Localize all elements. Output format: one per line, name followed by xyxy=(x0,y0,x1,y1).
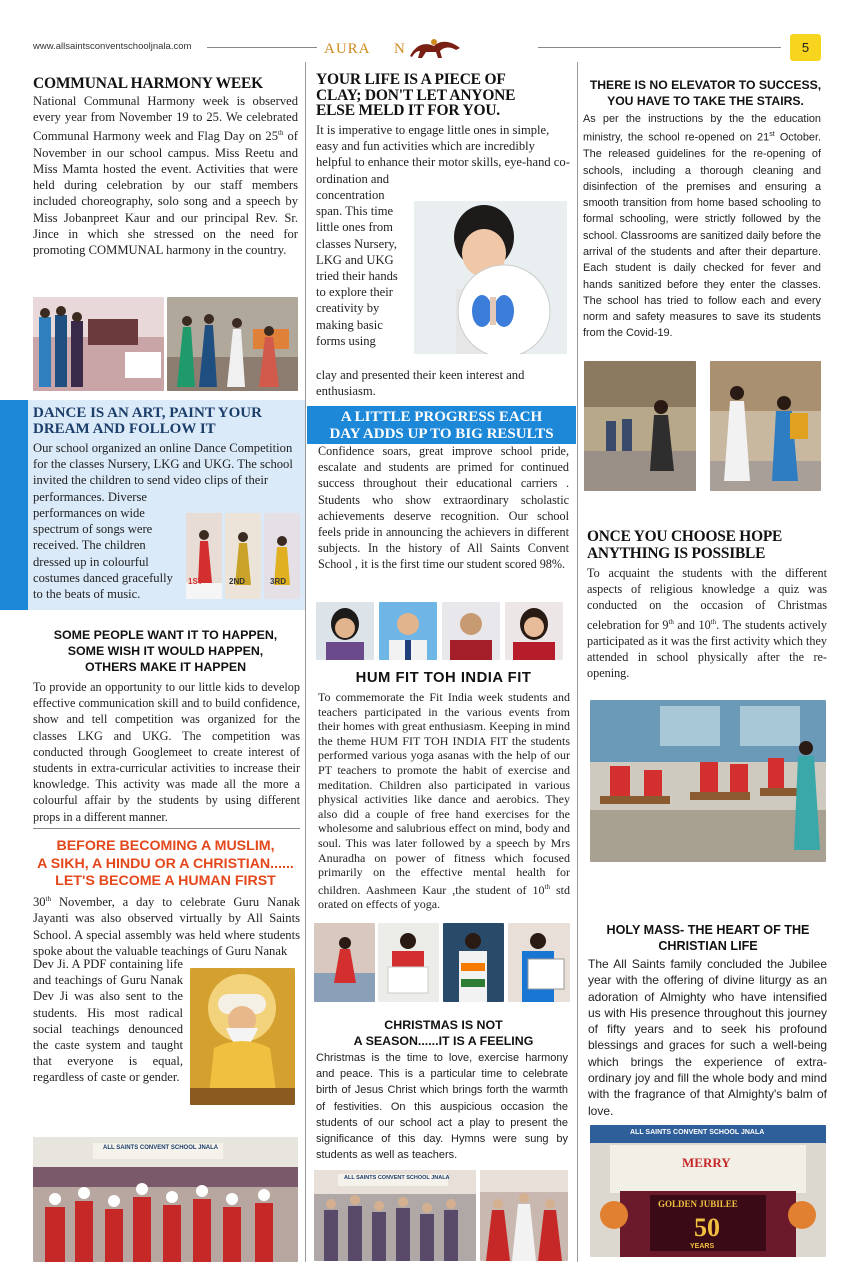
dance-photo-1st xyxy=(186,513,222,599)
clay-title xyxy=(316,72,571,119)
jubilee-altar-photo xyxy=(590,1125,826,1257)
hope-title xyxy=(587,529,827,562)
communal-photo-1 xyxy=(33,297,164,391)
christmas-title-line2: A SEASON......IT IS A FEELING xyxy=(353,1034,534,1048)
progress-banner xyxy=(307,406,576,444)
show-tell-title-line2: SOME WISH IT WOULD HAPPEN, xyxy=(67,644,264,658)
horse-logo-icon xyxy=(406,36,464,62)
jubilee-fifty-text: 50 xyxy=(694,1213,720,1242)
left-section-rule xyxy=(33,828,300,829)
elevator-body: As per the instructions by the the education ministry, the school re-opened on 21st October. The released guidelines for the re-opening of schools, including a thorough cleaning and disinfection of the premises and ensuring a smooth transition from home based schooling to formal schooling, were strictly followed by the school. Classrooms are sanitized daily before the arrival of the students and after their departure. Each student is daily checked for fever and hands sanitized before they enter the classes. The school has tried to follow each and every norm and safety measures to save its students from the Covid-19. xyxy=(583,113,821,340)
hope-title-line2: ANYTHING IS POSSIBLE xyxy=(587,544,766,562)
elevator-title-line2: YOU HAVE TO TAKE THE STAIRS. xyxy=(607,94,804,108)
reopening-photo-2 xyxy=(710,361,821,491)
dance-title-line1: DANCE IS AN ART, PAINT YOUR xyxy=(33,405,262,421)
brand-right-text: N xyxy=(394,41,406,57)
masthead-logo xyxy=(322,36,540,64)
christmas-stage-banner: ALL SAINTS CONVENT SCHOOL JNALA xyxy=(103,1145,219,1151)
guru-nanak-title-line3: LET'S BECOME A HUMAN FIRST xyxy=(55,873,276,889)
christmas-body: Christmas is the time to love, exercise harmony and peace. This is a particular time to celebrate birth of Jesus Christ which brings forth the warmth of festivities. On this auspicious occasion the students of our school act a play to present the significance of this day. Hymns were sung by students as well as teachers. xyxy=(316,1052,568,1162)
communal-photo-2 xyxy=(167,297,298,391)
christmas-stage-photo xyxy=(33,1137,298,1262)
fit-photo-4 xyxy=(508,923,570,1002)
jubilee-merry-text: MERRY xyxy=(682,1155,731,1170)
christmas-angels-photo xyxy=(480,1170,568,1261)
show-tell-title xyxy=(33,627,298,675)
christmas-title xyxy=(316,1017,571,1049)
clay-body-side: concentration span. This time little ones from classes Nursery, LKG and UKG tried their hands to explore their creativity by making basic forms using xyxy=(316,188,398,348)
achiever-photo-3 xyxy=(442,602,500,660)
dance-badge-1st: 1ST xyxy=(188,577,203,586)
page-number-badge: 5 xyxy=(790,34,821,61)
clay-activity-photo xyxy=(414,201,567,354)
achiever-photo-1 xyxy=(316,602,374,660)
guru-nanak-body-side: Dev Ji. A PDF containing life and teachings of Guru Nanak Dev Ji was also sent to the students. His most radical social teachings denounced the caste system and taught that everyone is equal, regardless of caste or gender. xyxy=(33,957,183,1085)
communal-body: National Communal Harmony week is observed every year from November 19 to 25. We celebrated Communal Harmony week and Flag Day on 25th of November in our school campus. Miss Reetu and Miss Mamta hosted the event. Activities that were held during celebration by our staff members included choreography, solo song and a speech by Miss Jobanpreet Kaur and our principal Rev. Sr. Jince in which she stressed on the need for promoting COMMUNAL harmony in the country. xyxy=(33,94,299,258)
elevator-title xyxy=(583,77,828,109)
clay-title-line3: ELSE MELD IT FOR YOU. xyxy=(316,102,500,119)
dance-title xyxy=(33,405,301,437)
dance-photo-2nd xyxy=(225,513,261,599)
fit-photo-2 xyxy=(378,923,439,1002)
jubilee-banner-text: ALL SAINTS CONVENT SCHOOL JNALA xyxy=(630,1129,765,1136)
reopening-photo-1 xyxy=(584,361,696,491)
guru-nanak-title-line1: BEFORE BECOMING A MUSLIM, xyxy=(56,838,275,854)
clay-body-bottom: clay and presented their keen interest and enthusiasm. xyxy=(316,368,525,399)
christmas-title-line1: CHRISTMAS IS NOT xyxy=(384,1018,503,1032)
hope-body: To acquaint the students with the different aspects of religious knowledge a quiz was conducted on the occasion of Christmas celebration for 9th and 10th. The students actively participated as it was the first activity which they attended in school physically after the re-opening. xyxy=(587,566,828,681)
column-divider-right xyxy=(577,62,578,1262)
christmas-play-banner: ALL SAINTS CONVENT SCHOOL JNALA xyxy=(344,1175,450,1181)
dance-photo-3rd xyxy=(264,513,300,599)
elevator-title-line1: THERE IS NO ELEVATOR TO SUCCESS, xyxy=(589,78,822,92)
quiz-classroom-photo xyxy=(590,700,826,862)
header-rule-left xyxy=(207,47,317,48)
dance-badge-3rd: 3RD xyxy=(270,577,287,586)
guru-nanak-title xyxy=(33,838,298,891)
fit-photo-1 xyxy=(314,923,375,1002)
dance-badge-2nd: 2ND xyxy=(229,577,246,586)
dance-accent-bar xyxy=(0,400,28,610)
header-rule-right xyxy=(538,47,781,48)
brand-left-text: AURA xyxy=(324,41,371,57)
mass-title-line1: HOLY MASS- THE HEART OF THE xyxy=(606,923,810,937)
clay-title-line2: CLAY; DON'T LET ANYONE xyxy=(316,86,516,104)
fit-photo-3 xyxy=(443,923,504,1002)
column-divider-left xyxy=(305,62,306,1262)
mass-title xyxy=(588,922,828,954)
fit-india-body: To commemorate the Fit India week students and teachers participated in the various events from their homes with great enthusiasm. Keeping in mind the theme HUM FIT TOH INDIA FIT the students performed various yoga asanas with the help of our PT teachers to promote the habit of exercise and meditation. Children also participated in various physical activities like dance and aerobics. They also did a couple of free hand exercises for the wholesome and salubrious effect on mind, body and soul. This was later followed by a speech by Mrs Anuradha on power of fitness which focused primarily on the effective mental health for children. Aashmeen Kaur ,the student of 10th std orated on effects of yoga. xyxy=(318,690,570,912)
guru-nanak-portrait xyxy=(190,968,295,1105)
clay-body-top: It is imperative to engage little ones in simple, easy and fun activities which are incredibly helpful to enhance their motor skills, eye-hand co- ordination and xyxy=(316,123,570,186)
guru-nanak-body-top: 30th November, a day to celebrate Guru Nanak Jayanti was also observed virtually by All Saints School. A special assembly was held where students spoke about the valuable teachings of Guru Nanak xyxy=(33,895,300,958)
clay-title-line1: YOUR LIFE IS A PIECE OF xyxy=(316,71,506,88)
show-tell-title-line1: SOME PEOPLE WANT IT TO HAPPEN, xyxy=(53,628,278,642)
achiever-photo-4 xyxy=(505,602,563,660)
dance-title-line2: DREAM AND FOLLOW IT xyxy=(33,421,216,437)
achiever-photo-2 xyxy=(379,602,437,660)
mass-body: The All Saints family concluded the Jubilee year with the offering of divine liturgy as an adoration of Almighty who have intensified us with His presence throughout this journey of fifty years and to seek his profound blessings and graces for such a well-being which brings the experience of extra-ordinary joy and fill the whole body and mind with the fragrance of that Almighty's balm of love. xyxy=(588,957,827,1118)
communal-title: COMMUNAL HARMONY WEEK xyxy=(33,75,264,92)
hope-title-line1: ONCE YOU CHOOSE HOPE xyxy=(587,528,783,545)
show-tell-body: To provide an opportunity to our little kids to develop effective communication skill and to build confidence, show and tell competition was organized for the classes LKG and UKG. The competition was conducted through Googlemeet to create interest of students in extra-curricular activities to increase their knowledge. This activity was made all the more a colourful affair by the students by using different props in a different manner. xyxy=(33,680,300,824)
christmas-play-photo xyxy=(314,1170,476,1261)
mass-title-line2: CHRISTIAN LIFE xyxy=(658,939,758,953)
jubilee-years-text: YEARS xyxy=(690,1243,715,1250)
dance-body-top: Our school organized an online Dance Competition for the classes Nursery, LKG and UKG. The school invited the children to send video clips of their performances. Diverse xyxy=(33,441,293,504)
dance-body-side: performances on wide spectrum of songs were received. The children dressed up in colourful costumes danced gracefully to the beats of music. xyxy=(33,506,173,602)
progress-banner-line1: A LITTLE PROGRESS EACH xyxy=(340,409,543,425)
show-tell-title-line3: OTHERS MAKE IT HAPPEN xyxy=(84,660,247,674)
jubilee-golden-text: GOLDEN JUBILEE xyxy=(658,1199,738,1209)
fit-india-title: HUM FIT TOH INDIA FIT xyxy=(355,670,532,686)
website-url: www.allsaintsconventschooljnala.com xyxy=(33,41,192,52)
progress-banner-line2: DAY ADDS UP TO BIG RESULTS xyxy=(329,426,554,442)
guru-nanak-title-line2: A SIKH, A HINDU OR A CHRISTIAN...... xyxy=(37,855,294,872)
progress-body: Confidence soars, great improve school pride, escalate and students are primed for continued success throughout their educational carriers . Students who show extraordinary scholastic achievements deserve recognition. Our school feels pride in announcing the achievers in different subjects. In the history of All Saints Convent School , it is the first time our student scored 98%. xyxy=(318,444,569,572)
